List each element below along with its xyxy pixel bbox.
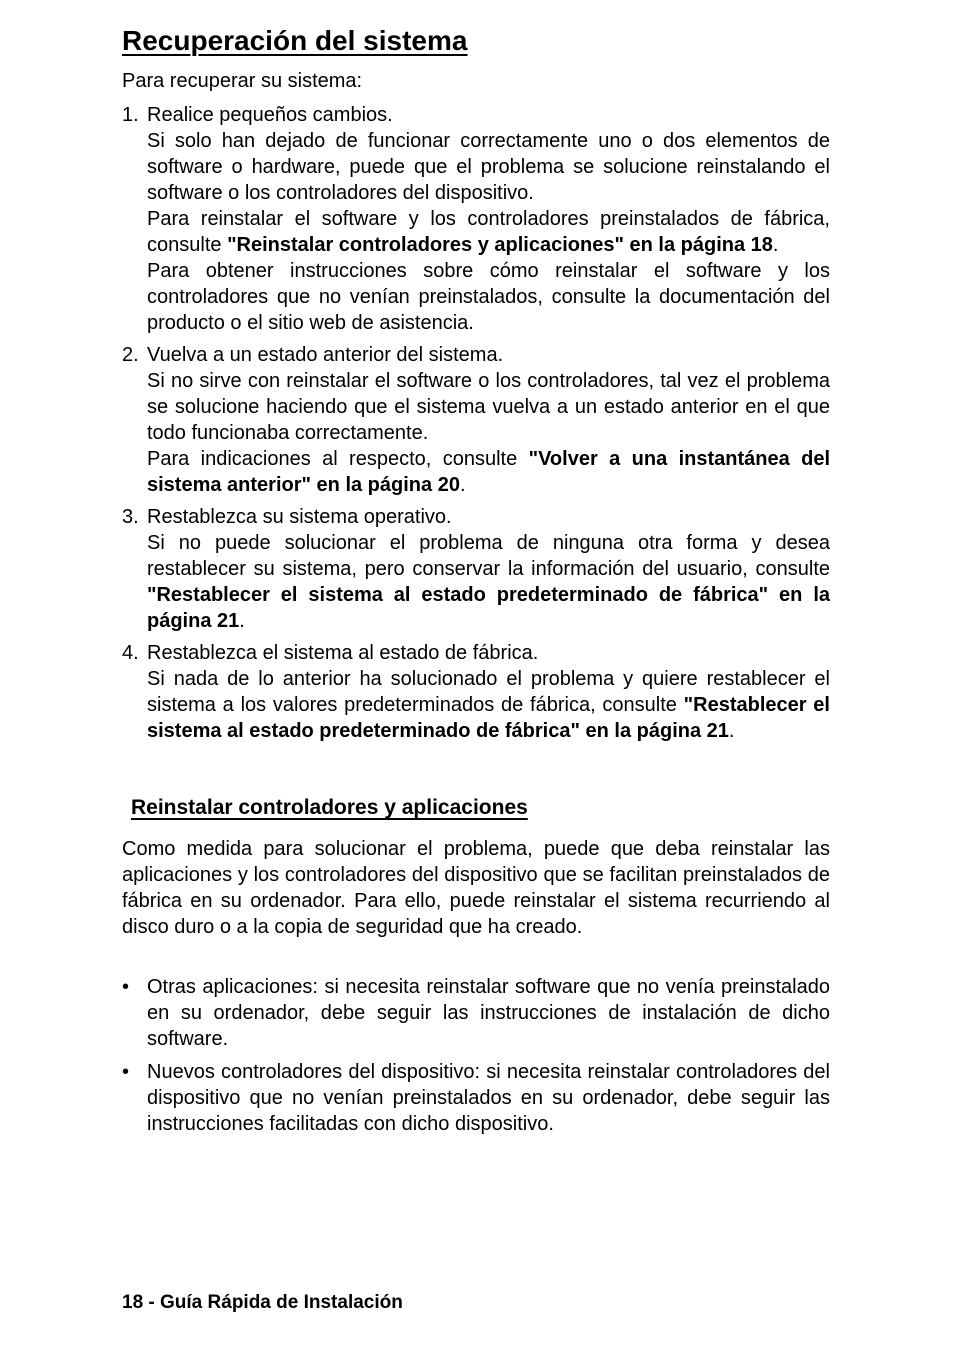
- page-footer: 18 - Guía Rápida de Instalación: [122, 1292, 403, 1313]
- list-item: [122, 504, 830, 634]
- recovery-steps-list: [122, 102, 830, 750]
- bullet-icon: •: [122, 1061, 130, 1083]
- bullet-text: Otras aplicaciones: si necesita reinstalar software que no venía preinstalado en su ordenador, debe seguir las instrucciones de instalación de dicho software.: [147, 976, 830, 1050]
- list-item: [122, 1059, 830, 1137]
- text-run: .: [772, 234, 779, 256]
- step-paragraph: [147, 206, 830, 258]
- step-paragraph: Si no sirve con reinstalar el software o los controladores, tal vez el problema se solucione haciendo que el sistema vuelva a un estado anterior en el que todo funcionaba correctamente.: [147, 370, 830, 444]
- step-heading: Restablezca su sistema operativo.: [147, 506, 452, 528]
- step-number: 4.: [122, 642, 139, 664]
- text-run: Si nada de lo anterior ha solucionado el problema y quiere restablecer el sistema a los valores predeterminados de fábrica, consulte: [147, 668, 830, 716]
- cross-reference-link[interactable]: "Volver a una instantánea del sistema anterior" en la página 20: [147, 448, 831, 496]
- list-item: [122, 640, 830, 744]
- cross-reference-link[interactable]: "Restablecer el sistema al estado predeterminado de fábrica" en la página 21: [147, 694, 830, 742]
- text-run: .: [728, 720, 735, 742]
- bullet-text: Nuevos controladores del dispositivo: si necesita reinstalar controladores del dispositivo que no venían preinstalados en su ordenador, debe seguir las instrucciones facilitadas con dicho dispositivo.: [147, 1061, 830, 1135]
- text-run: .: [239, 610, 245, 632]
- step-number: 1.: [122, 104, 139, 126]
- step-paragraph: Para obtener instrucciones sobre cómo reinstalar el software y los controladores que no venían preinstalados, consulte la documentación del producto o el sitio web de asistencia.: [147, 260, 830, 334]
- step-heading: Restablezca el sistema al estado de fábrica.: [147, 642, 539, 664]
- step-heading: Realice pequeños cambios.: [147, 104, 393, 126]
- text-run: Si no puede solucionar el problema de ninguna otra forma y desea restablecer su sistema, pero conservar la información del usuario, consulte: [147, 532, 830, 580]
- text-run: Para reinstalar el software y los controladores preinstalados de fábrica, consulte: [147, 208, 830, 256]
- list-item: [122, 102, 830, 336]
- cross-reference-link[interactable]: "Reinstalar controladores y aplicaciones" en la página 18: [227, 234, 773, 256]
- page-title: Recuperación del sistema: [122, 25, 468, 56]
- step-number: 3.: [122, 506, 139, 528]
- bullet-icon: •: [122, 976, 130, 998]
- list-item: [122, 342, 830, 498]
- text-run: Para indicaciones al respecto, consulte: [147, 448, 529, 470]
- section-title: Reinstalar controladores y aplicaciones: [131, 796, 528, 819]
- step-heading: Vuelva a un estado anterior del sistema.: [147, 344, 504, 366]
- section-paragraph: Como medida para solucionar el problema, puede que deba reinstalar las aplicaciones y los controladores del dispositivo que se facilitan preinstalados de fábrica en su ordenador. Para ello, puede reinstalar el sistema recurriendo al disco duro o a la copia de seguridad que ha creado.: [122, 838, 830, 938]
- list-item: [122, 974, 830, 1052]
- step-paragraph: [147, 666, 830, 744]
- bullet-list: [122, 974, 830, 1144]
- step-paragraph: Si solo han dejado de funcionar correctamente uno o dos elementos de software o hardware, puede que el problema se solucione reinstalando el software o los controladores del dispositivo.: [147, 130, 830, 204]
- step-paragraph: [147, 530, 830, 634]
- step-number: 2.: [122, 344, 139, 366]
- cross-reference-link[interactable]: "Restablecer el sistema al estado predeterminado de fábrica" en la página 21: [147, 584, 830, 632]
- intro-text: Para recuperar su sistema:: [122, 70, 363, 92]
- step-paragraph: [147, 446, 830, 498]
- text-run: .: [459, 474, 466, 496]
